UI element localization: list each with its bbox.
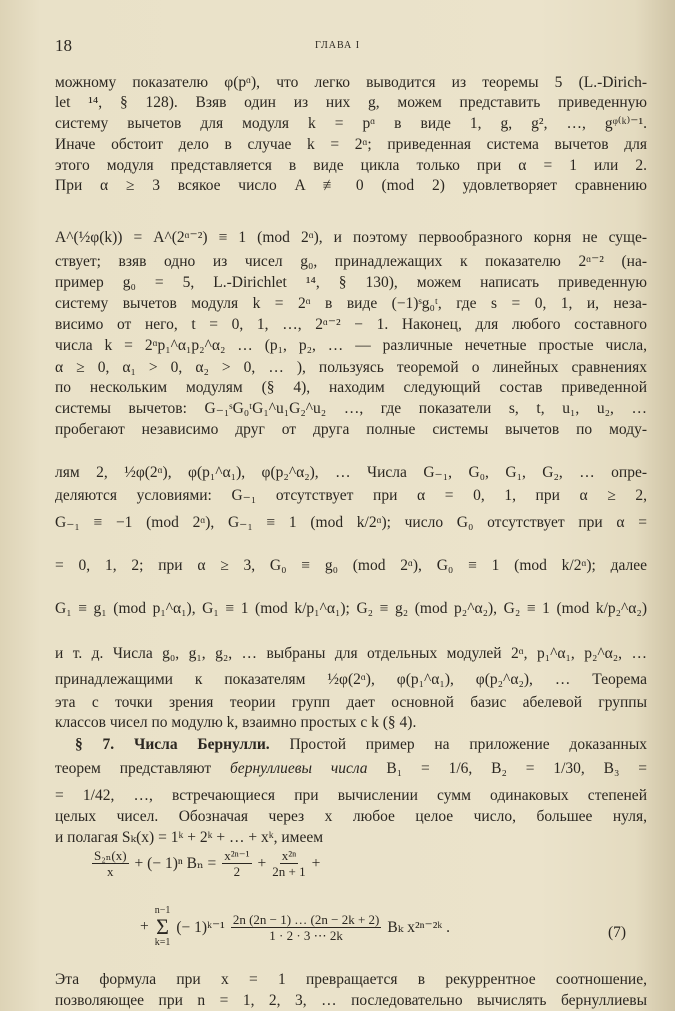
text-line: ствует; взяв одно из чисел g₀, принадлежащих к показателю 2ᵅ⁻² (на- (55, 253, 647, 270)
text-span: B₁ = 1/6, B₂ = 1/30, B₃ = (386, 760, 647, 777)
formula-term: + (257, 854, 267, 872)
text-line: можному показателю φ(pᵅ), что легко выводится из теоремы 5 (L.-Dirich- (55, 74, 647, 91)
section-heading-line (55, 735, 647, 755)
text-line: Иначе обстоит дело в случае k = 2ᵅ; приведенная система вычетов для (55, 136, 647, 153)
text-line: Эта формула при x = 1 превращается в рекуррентное соотношение, (55, 971, 647, 988)
text-line: G₋₁ ≡ −1 (mod 2ᵅ), G₋₁ ≡ 1 (mod k/2ᵅ); число G₀ отсутствует при α = (55, 514, 647, 531)
denominator: 2n + 1 (272, 864, 306, 879)
formula-term: + (140, 918, 149, 935)
text-line: системы вычетов: G₋₁ˢG₀ᵗG₁^u₁G₂^u₂ …, где показатели s, t, u₁, u₂, … (55, 400, 647, 417)
numerator: x²ⁿ (281, 848, 297, 863)
text-line: let ¹⁴, § 128). Взяв один из них g, можем представить приведенную (55, 94, 647, 111)
denominator: 1 · 2 · 3 ⋯ 2k (269, 927, 343, 943)
fraction (222, 848, 251, 879)
denominator: 2 (233, 864, 241, 879)
text-line: классов чисел по модулю k, взаимно простых с k (§ 4). (55, 714, 417, 731)
sum-lower: k=1 (154, 937, 171, 948)
text-line: этого модуля представляется в виде цикла только при α = 1 или 2. (55, 157, 647, 174)
text-line: A^(½φ(k)) = A^(2ᵅ⁻²) ≡ 1 (mod 2ᵅ), и поэтому первообразного корня не суще- (55, 229, 647, 246)
fraction (92, 848, 129, 879)
sum-upper: n−1 (154, 905, 171, 916)
text-line: числа k = 2ᵅp₁^α₁p₂^α₂ … (p₁, p₂, … — различные нечетные простые числа, (55, 337, 647, 354)
text-line: и полагая Sₖ(x) = 1ᵏ + 2ᵏ + … + xᵏ, имеем (55, 829, 324, 846)
summation (155, 906, 171, 948)
text-line: пробегают независимо друг от друга полные системы вычетов по моду- (55, 421, 647, 438)
formula-line-1 (92, 848, 320, 879)
text-line (55, 759, 647, 779)
text-line: эта с точки зрения теории групп дает основной базис абелевой группы (55, 694, 647, 711)
formula-term: + (− 1)ⁿ Bₙ = (134, 855, 217, 872)
text-line: При α ≥ 3 всякое число A ≢ 0 (mod 2) удовлетворяет сравнению (55, 177, 647, 194)
denominator: x (107, 864, 114, 879)
section-heading: § 7. Числа Бернулли. (75, 736, 270, 753)
text-line: = 1/42, …, встречающиеся при вычислении сумм одинаковых степеней (55, 787, 647, 804)
text-line: = 0, 1, 2; при α ≥ 3, G₀ ≡ g₀ (mod 2ᵅ), G₀ ≡ 1 (mod k/2ᵅ); далее (55, 557, 647, 574)
text-line: и т. д. Числа g₀, g₁, g₂, … выбраны для отдельных модулей 2ᵅ, p₁^α₁, p₂^α₂, … (55, 645, 647, 662)
text-line: лям 2, ½φ(2ᵅ), φ(p₁^α₁), φ(p₂^α₂), … Числа G₋₁, G₀, G₁, G₂, … опре- (55, 464, 647, 481)
fraction (231, 912, 382, 943)
sigma-symbol: Σ (156, 914, 169, 939)
formula-term: Bₖ x²ⁿ⁻²ᵏ . (387, 918, 450, 936)
text-line: α ≥ 0, α₁ > 0, α₂ > 0, … ), пользуясь теоремой о линейных сравнениях (55, 359, 647, 376)
term-bernoulli-numbers: бернуллиевы числа (230, 760, 368, 777)
numerator: x²ⁿ⁻¹ (224, 848, 250, 863)
numerator: S₂ₙ(x) (94, 848, 127, 863)
text-line: системy вычетов для модуля k = pᵅ в виде 1, g, g², …, gᵠ⁽ᵏ⁾⁻¹. (55, 115, 647, 132)
text-line: пример g₀ = 5, L.-Dirichlet ¹⁴, § 130), можем написать приведенную (55, 274, 647, 291)
text-line: висимо от него, t = 0, 1, …, 2ᵅ⁻² − 1. Наконец, для любого составного (55, 316, 647, 333)
text-span: Простой пример на приложение доказанных (289, 736, 648, 753)
numerator: 2n (2n − 1) … (2n − 2k + 2) (232, 911, 380, 927)
text-line: G₁ ≡ g₁ (mod p₁^α₁), G₁ ≡ 1 (mod k/p₁^α₁); G₂ ≡ g₂ (mod p₂^α₂), G₂ ≡ 1 (mod k/p₂^α₂) (55, 600, 647, 617)
text-line: деляются условиями: G₋₁ отсутствует при α = 0, 1, при α ≥ 2, (55, 487, 647, 504)
text-line: принадлежащими к показателям ½φ(2ᵅ), φ(p₁^α₁), φ(p₂^α₂), … Теорема (55, 671, 647, 688)
formula-line-2 (140, 906, 450, 948)
equation-number: (7) (608, 924, 627, 941)
formula-term: + (311, 854, 321, 872)
running-title: ГЛАВА I (314, 40, 361, 51)
text-line: позволяющее при n = 1, 2, 3, … последовательно вычислять бернуллиевы (55, 992, 647, 1009)
fraction (272, 848, 305, 879)
formula-term: (− 1)ᵏ⁻¹ (176, 918, 225, 936)
text-line: по нескольким модулям (§ 4), находим следующий состав приведенной (55, 379, 647, 396)
text-span: теорем представляют (55, 760, 212, 777)
page-number: 18 (55, 36, 72, 55)
text-line: целых чисел. Обозначая через x любое целое число, большее нуля, (55, 808, 647, 825)
text-line: систему вычетов модуля k = 2ᵅ в виде (−1)ˢg₀ᵗ, где s = 0, 1, и, неза- (55, 295, 647, 312)
